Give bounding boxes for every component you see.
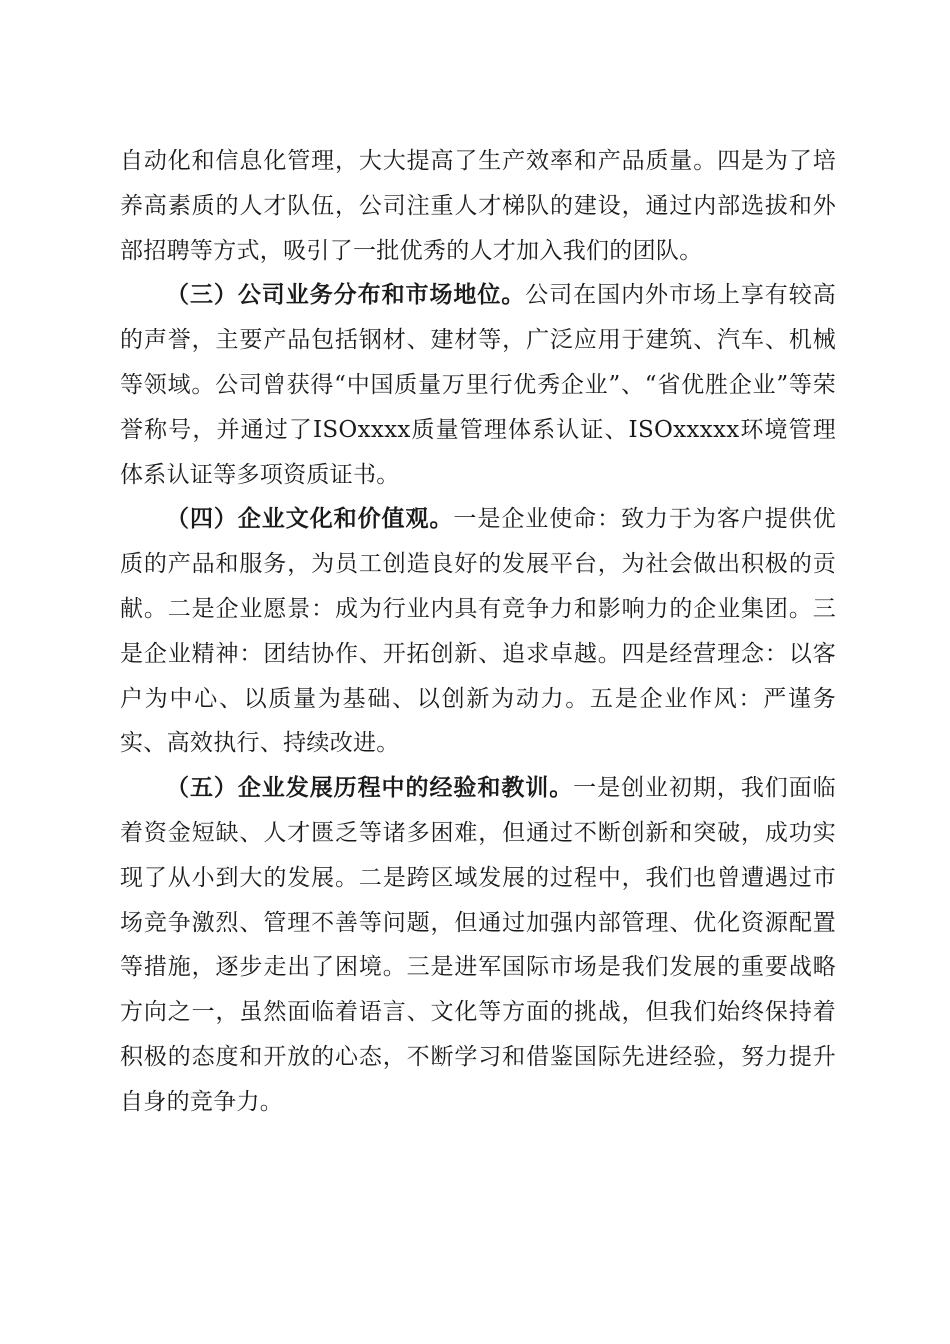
paragraph-section-5 xyxy=(120,766,836,1124)
paragraph-section-3 xyxy=(120,273,836,497)
paragraph-text: 一是企业使命：致力于为客户提供优质的产品和服务，为员工创造良好的发展平台，为社会做出积极的贡献。二是企业愿景：成为行业内具有竞争力和影响力的企业集团。三是企业精神：团结协作、开拓创新、追求卓越。四是经营理念：以客户为中心、以质量为基础、以创新为动力。五是企业作风：严谨务实、高效执行、持续改进。 xyxy=(120,506,836,757)
paragraph-text: 一是创业初期，我们面临着资金短缺、人才匮乏等诸多困难，但通过不断创新和突破，成功实现了从小到大的发展。二是跨区域发展的过程中，我们也曾遭遇过市场竞争激烈、管理不善等问题，但通过加强内部管理、优化资源配置等措施，逐步走出了困境。三是进军国际市场是我们发展的重要战略方向之一，虽然面临着语言、文化等方面的挑战，但我们始终保持着积极的态度和开放的心态，不断学习和借鉴国际先进经验，努力提升自身的竞争力。 xyxy=(120,775,836,1115)
paragraph-continuation xyxy=(120,139,836,273)
paragraph-section-4 xyxy=(120,497,836,766)
section-heading-5: （五）企业发展历程中的经验和教训。 xyxy=(166,775,574,802)
section-heading-3: （三）公司业务分布和市场地位。 xyxy=(166,282,526,309)
paragraph-text: 自动化和信息化管理，大大提高了生产效率和产品质量。四是为了培养高素质的人才队伍，公司注重人才梯队的建设，通过内部选拔和外部招聘等方式，吸引了一批优秀的人才加入我们的团队。 xyxy=(120,148,836,264)
section-heading-4: （四）企业文化和价值观。 xyxy=(166,506,454,533)
document-body xyxy=(120,139,836,1125)
paragraph-text: 公司在国内外市场上享有较高的声誉，主要产品包括钢材、建材等，广泛应用于建筑、汽车、机械等领域。公司曾获得“中国质量万里行优秀企业”、“省优胜企业”等荣誉称号，并通过了ISOxxxx质量管理体系认证、ISOxxxxx环境管理体系认证等多项资质证书。 xyxy=(120,282,837,488)
